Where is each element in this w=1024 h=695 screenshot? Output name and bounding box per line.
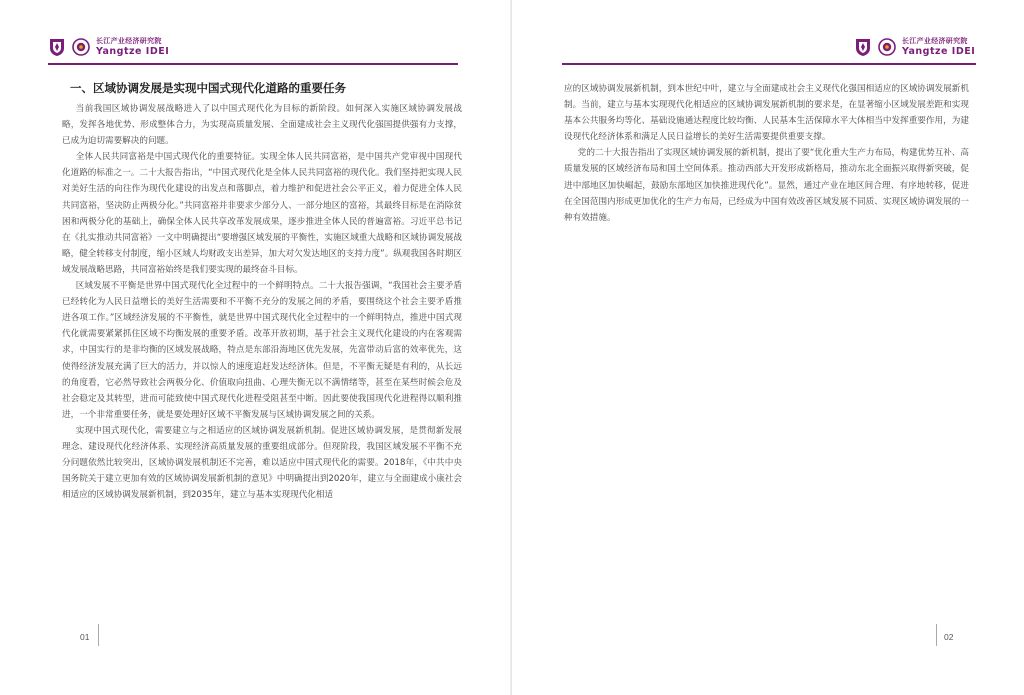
university-crest-icon (854, 37, 872, 57)
section-heading: 一、区域协调发展是实现中国式现代化道路的重要任务 (70, 81, 346, 95)
institute-name (902, 38, 975, 57)
institute-emblem-icon (72, 38, 90, 56)
header-rule (48, 63, 458, 65)
institute-name-cn: 长江产业经济研究院 (902, 36, 968, 45)
header-logos (48, 37, 169, 57)
institute-name-cn: 长江产业经济研究院 (96, 36, 162, 45)
header-logos (854, 37, 975, 57)
footer-divider (936, 624, 937, 646)
right-body-text (564, 81, 969, 226)
header-rule (562, 63, 976, 65)
paragraph: 当前我国区域协调发展战略进入了以中国式现代化为目标的新阶段。如何深入实施区域协调发展战略，发挥各地优势、形成整体合力，为实现高质量发展、全面建成社会主义现代化强国提供强有力支撑，已成为迫切需要解决的问题。 (62, 104, 462, 147)
paragraph: 应的区域协调发展新机制，到本世纪中叶，建立与全面建成社会主义现代化强国相适应的区域协调发展新机制。当前，建立与基本实现现代化相适应的区域协调发展新机制的要求是，在显著缩小区域发展差距和实现基本公共服务均等化、基础设施通达程度比较均衡、人民基本生活保障水平大体相当中发挥重要作用，为建设现代化经济体系和满足人民日益增长的美好生活需要提供重要支撑。 (564, 84, 969, 143)
page-number: 02 (944, 632, 954, 642)
paragraph: 区域发展不平衡是世界中国式现代化全过程中的一个鲜明特点。二十大报告强调，“我国社会主要矛盾已经转化为人民日益增长的美好生活需要和不平衡不充分的发展之间的矛盾，要围绕这个社会主要矛盾推进各项工作。”区域经济发展的不平衡性，就是世界中国式现代化全过程中的一个鲜明特点，推进中国式现代化就需要紧紧抓住区域不均衡发展的重要矛盾。改革开放初期，基于社会主义现代化建设的内在客观需求，中国实行的是非均衡的区域发展战略，特点是东部沿海地区优先发展，先富带动后富的效率优先，这使得经济发展充满了巨大的活力，并以惊人的速度追赶发达经济体。但是，不平衡无疑是有利的，从长远的角度看，它必然导致社会两极分化、价值取向扭曲、心理失衡无以不满情绪等，甚至在某些时候会危及社会稳定及其转型，进而可能致使中国式现代化进程受阻甚至中断。因此要使我国现代化进程得以顺利推进，一个非常重要任务，就是要处理好区域不平衡发展与区域协调发展之间的关系。 (62, 281, 462, 420)
left-body-text (62, 101, 462, 503)
page-number: 01 (80, 632, 90, 642)
paragraph: 实现中国式现代化，需要建立与之相适应的区域协调发展新机制。促进区域协调发展，是贯彻新发展理念、建设现代化经济体系、实现经济高质量发展的重要组成部分。但现阶段，我国区域发展不平衡不充分问题依然比较突出，区域协调发展机制还不完善，难以适应中国式现代化的需要。2018年，《中共中央 国务院关于建立更加有效的区域协调发展新机制的意见》中明确提出到2020年，建立与全面建成小康社会相适应的区域协调发展新机制，到2035年，建立与基本实现现代化相适 (62, 425, 462, 501)
institute-emblem-icon (878, 38, 896, 56)
paragraph: 党的二十大报告指出了实现区域协调发展的新机制，提出了要“优化重大生产力布局，构建优势互补、高质量发展的区域经济布局和国土空间体系。推动西部大开发形成新格局，推动东北全面振兴取得新突破，促进中部地区加快崛起，鼓励东部地区加快推进现代化”。显然，通过产业在地区间合理、有序地转移，促进在全国范围内形成更加优化的生产力布局，已经成为中国有效改善区域发展不同质、实现区域协调发展的一种有效措施。 (564, 148, 969, 223)
institute-name-en: Yangtze IDEI (902, 45, 976, 57)
right-page (512, 0, 1024, 695)
paragraph: 全体人民共同富裕是中国式现代化的重要特征。实现全体人民共同富裕，是中国共产党审视中国现代化道路的标准之一。二十大报告指出，“中国式现代化是全体人民共同富裕的现代化。我们坚持把实现人民对美好生活的向往作为现代化建设的出发点和落脚点，着力维护和促进社会公平正义，着力促进全体人民共同富裕，坚决防止两极分化。”共同富裕并非要求少部分人、一部分地区的富裕，其最终目标是在消除贫困和两极分化的基础上，确保全体人民共享改革发展成果，逐步推进全体人民的普遍富裕。习近平总书记在《扎实推动共同富裕》一文中明确提出“要增强区域发展的平衡性，实施区域重大战略和区域协调发展战略，健全转移支付制度，缩小区域人均财政支出差异，加大对欠发达地区的支持力度”。纵观我国各时期区域发展战略思路，共同富裕始终是我们要实现的最终奋斗目标。 (62, 152, 462, 275)
institute-name-en: Yangtze IDEI (96, 45, 170, 57)
footer-divider (98, 624, 99, 646)
university-crest-icon (48, 37, 66, 57)
institute-name (96, 38, 169, 57)
